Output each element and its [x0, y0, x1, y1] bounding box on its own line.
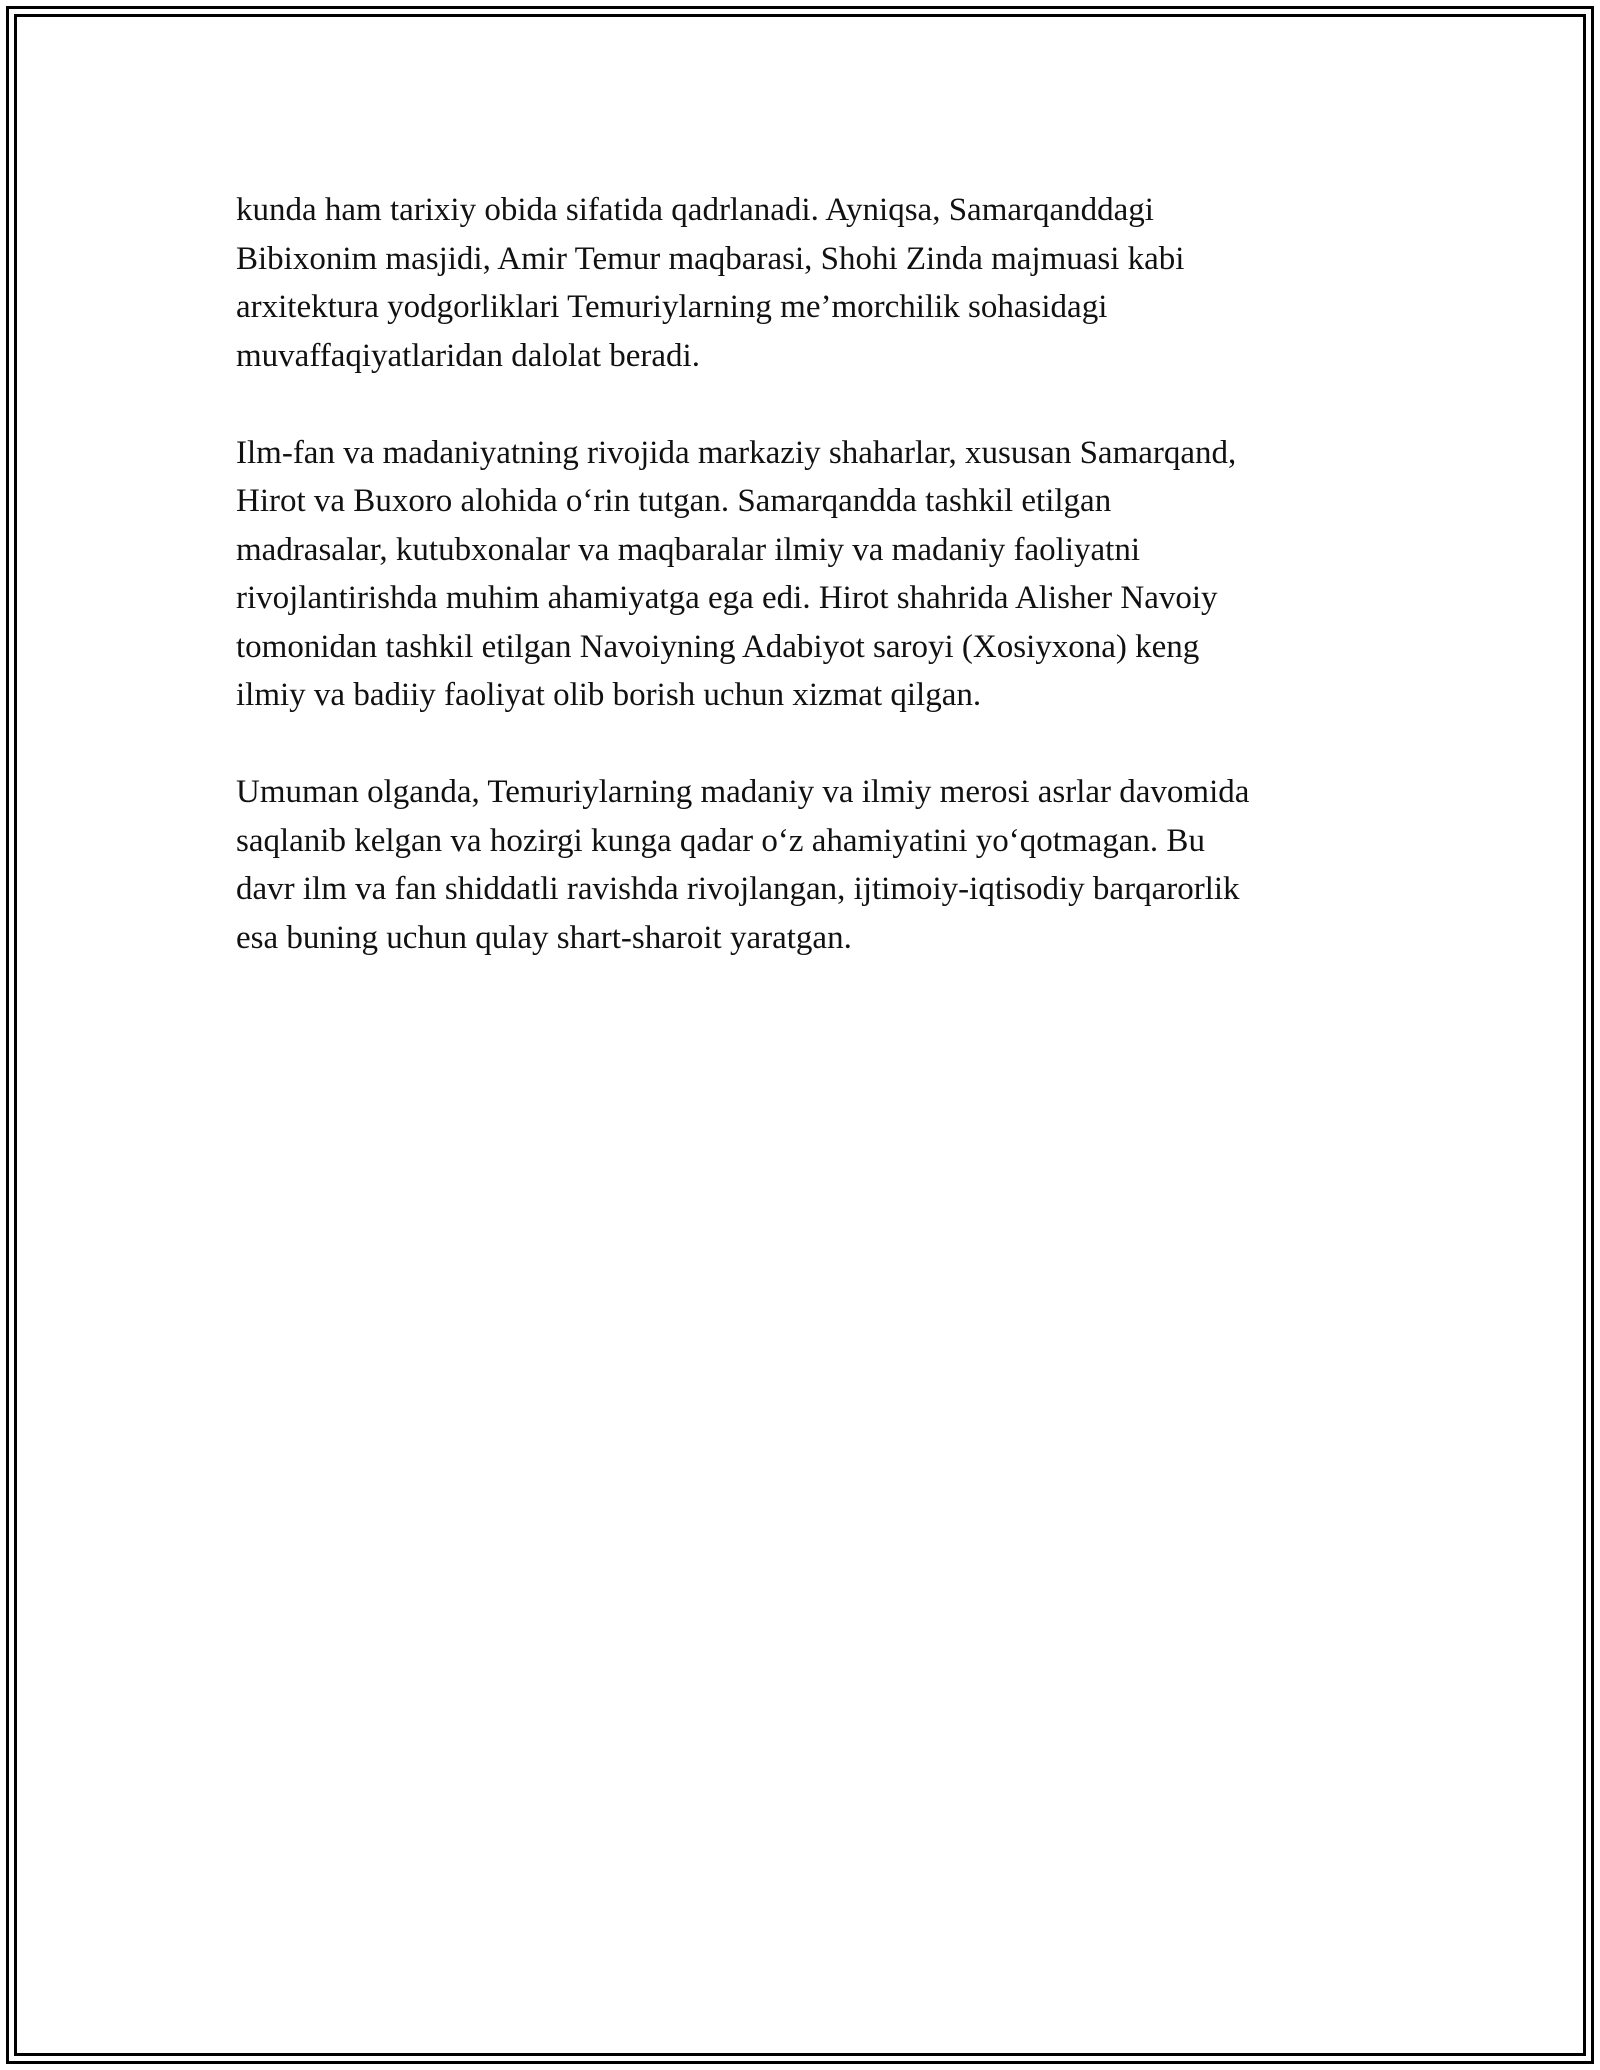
text-line: esa buning uchun qulay shart-sharoit yaratgan. [236, 919, 852, 956]
paragraph-architecture [236, 186, 1386, 380]
text-line: Hirot va Buxoro alohida o‘rin tutgan. Samarqandda tashkil etilgan [236, 483, 1112, 519]
text-line: Umuman olganda, Temuriylarning madaniy va ilmiy merosi asrlar davomida [236, 774, 1250, 810]
text-line: ilmiy va badiiy faoliyat olib borish uchun xizmat qilgan. [236, 677, 982, 713]
text-line: Ilm-fan va madaniyatning rivojida markaziy shaharlar, xususan Samarqand, [236, 434, 1237, 471]
text-line: saqlanib kelgan va hozirgi kunga qadar o‘z ahamiyatini yo‘qotmagan. Bu [236, 822, 1205, 859]
document-body [236, 186, 1386, 1011]
text-line: arxitektura yodgorliklari Temuriylarning me’morchilik sohasidagi [236, 289, 1108, 325]
paragraph-science-culture [236, 429, 1386, 720]
text-line: madrasalar, kutubxonalar va maqbaralar ilmiy va madaniy faoliyatni [236, 531, 1141, 568]
text-line: davr ilm va fan shiddatli ravishda rivojlangan, ijtimoiy-iqtisodiy barqarorlik [236, 871, 1240, 907]
text-line: rivojlantirishda muhim ahamiyatga ega edi. Hirot shahrida Alisher Navoiy [236, 580, 1218, 616]
text-line: Bibixonim masjidi, Amir Temur maqbarasi, Shohi Zinda majmuasi kabi [236, 240, 1185, 277]
text-line: tomonidan tashkil etilgan Navoiyning Adabiyot saroyi (Xosiyxona) keng [236, 628, 1200, 665]
paragraph-conclusion [236, 768, 1386, 962]
text-line: muvaffaqiyatlaridan dalolat beradi. [236, 337, 700, 374]
text-line: kunda ham tarixiy obida sifatida qadrlanadi. Ayniqsa, Samarqanddagi [236, 192, 1154, 228]
